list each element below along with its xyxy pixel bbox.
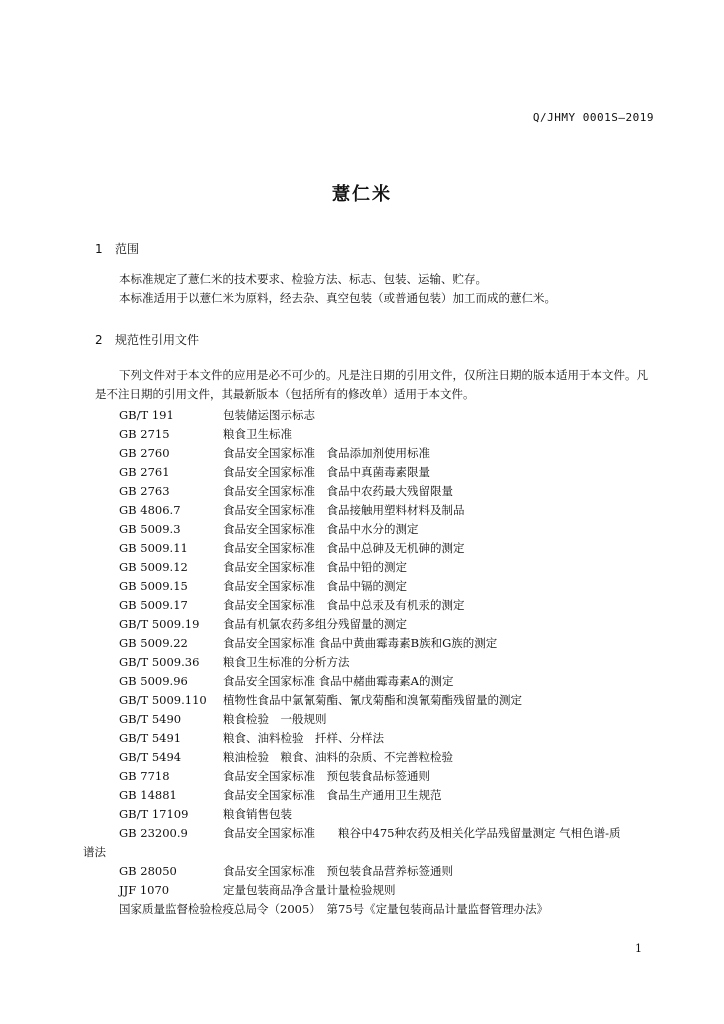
reference-code: GB/T 5494 <box>119 750 182 764</box>
reference-title-line1: 食品安全国家标准 粮谷中475种农药及相关化学品残留量测定 气相色谱-质 <box>223 826 621 840</box>
references-intro: 下列文件对于本文件的应用是必不可少的。凡是注日期的引用文件，仅所注日期的版本适用于本文件。凡是不注日期的引用文件，其最新版本（包括所有的修改单）适用于本文件。 <box>95 368 648 401</box>
reference-code: GB 7718 <box>119 769 170 783</box>
reference-title: 食品安全国家标准 食品添加剂使用标准 <box>223 446 430 460</box>
reference-item <box>95 444 657 463</box>
document-title: 薏仁米 <box>332 184 392 205</box>
reference-title: 食品安全国家标准 食品中农药最大残留限量 <box>223 484 453 498</box>
reference-item <box>95 615 657 634</box>
reference-item <box>95 862 657 881</box>
reference-title: 食品安全国家标准 食品中铅的测定 <box>223 560 407 574</box>
reference-code: GB 5009.96 <box>119 674 188 688</box>
reference-item <box>95 729 657 748</box>
reference-code: GB 5009.11 <box>119 541 188 555</box>
reference-code: GB 5009.22 <box>119 636 188 650</box>
reference-item <box>95 691 657 710</box>
reference-item <box>95 634 657 653</box>
reference-title: 食品安全国家标准 食品生产通用卫生规范 <box>223 788 442 802</box>
reference-title: 粮食检验 一般规则 <box>223 712 327 726</box>
reference-item <box>95 577 657 596</box>
reference-title-line2: 谱法 <box>83 845 106 859</box>
reference-item <box>95 767 657 786</box>
reference-title: 食品安全国家标准 食品中黄曲霉毒素B族和G族的测定 <box>223 636 498 650</box>
reference-code: GB 2763 <box>119 484 170 498</box>
reference-code: GB 5009.17 <box>119 598 188 612</box>
reference-item <box>95 501 657 520</box>
reference-code: GB 5009.15 <box>119 579 188 593</box>
reference-title: 粮食卫生标准 <box>223 427 292 441</box>
reference-title: 包装储运图示标志 <box>223 408 315 422</box>
reference-item <box>95 558 657 577</box>
reference-code: GB/T 5490 <box>119 712 182 726</box>
reference-item <box>95 463 657 482</box>
reference-title: 食品安全国家标准 食品中水分的测定 <box>223 522 419 536</box>
reference-code: GB 4806.7 <box>119 503 181 517</box>
reference-item <box>95 748 657 767</box>
reference-title: 粮油检验 粮食、油料的杂质、不完善粒检验 <box>223 750 453 764</box>
reference-code: GB/T 191 <box>119 408 174 422</box>
reference-item <box>95 672 657 691</box>
law-reference: 国家质量监督检验检疫总局令（2005） 第75号《定量包装商品计量监督管理办法》 <box>119 902 549 916</box>
reference-code: GB 5009.3 <box>119 522 181 536</box>
reference-item <box>95 425 657 444</box>
reference-item <box>95 710 657 729</box>
reference-code: GB/T 5009.36 <box>119 655 200 669</box>
reference-item <box>95 805 657 824</box>
reference-title: 食品安全国家标准 食品中镉的测定 <box>223 579 407 593</box>
reference-code: GB 2715 <box>119 427 170 441</box>
reference-title: 植物性食品中氯氰菊酯、氰戊菊酯和溴氰菊酯残留量的测定 <box>223 693 522 707</box>
reference-item <box>95 406 657 425</box>
reference-title: 食品安全国家标准 预包装食品标签通则 <box>223 769 430 783</box>
reference-title: 粮食销售包装 <box>223 807 292 821</box>
reference-code: GB 2760 <box>119 446 170 460</box>
reference-item <box>95 482 657 501</box>
scope-paragraph-1: 本标准规定了薏仁米的技术要求、检验方法、标志、包装、运输、贮存。 <box>119 272 487 286</box>
reference-title: 食品有机氯农药多组分残留量的测定 <box>223 617 407 631</box>
reference-item-wrapped <box>83 824 657 862</box>
reference-code: GB 14881 <box>119 788 177 802</box>
reference-title: 食品安全国家标准 食品接触用塑料材料及制品 <box>223 503 465 517</box>
reference-code: GB/T 5009.19 <box>119 617 200 631</box>
reference-code: GB 23200.9 <box>119 826 188 840</box>
reference-list <box>83 406 657 919</box>
reference-code: GB/T 5491 <box>119 731 182 745</box>
reference-item <box>95 520 657 539</box>
scope-paragraph-2: 本标准适用于以薏仁米为原料，经去杂、真空包装（或普通包装）加工而成的薏仁米。 <box>119 291 556 305</box>
page-number: 1 <box>635 942 642 955</box>
reference-code: GB 2761 <box>119 465 170 479</box>
section-number: 1 <box>95 242 103 256</box>
reference-code: JJF 1070 <box>119 883 170 897</box>
reference-title: 食品安全国家标准 预包装食品营养标签通则 <box>223 864 453 878</box>
reference-title: 粮食卫生标准的分析方法 <box>223 655 350 669</box>
section-heading-scope <box>95 240 139 257</box>
section-title: 范围 <box>115 242 140 256</box>
reference-title: 食品安全国家标准 食品中赭曲霉毒素A的测定 <box>223 674 454 688</box>
reference-title: 食品安全国家标准 食品中总砷及无机砷的测定 <box>223 541 465 555</box>
reference-item <box>95 596 657 615</box>
reference-item <box>95 539 657 558</box>
reference-title: 食品安全国家标准 食品中真菌毒素限量 <box>223 465 430 479</box>
reference-code: GB/T 17109 <box>119 807 189 821</box>
reference-code: GB 5009.12 <box>119 560 188 574</box>
section-title: 规范性引用文件 <box>115 333 200 347</box>
reference-item <box>95 881 657 900</box>
reference-title: 粮食、油料检验 扦样、分样法 <box>223 731 384 745</box>
reference-code: GB 28050 <box>119 864 177 878</box>
reference-item <box>95 653 657 672</box>
reference-title: 定量包装商品净含量计量检验规则 <box>223 883 396 897</box>
reference-item <box>95 786 657 805</box>
section-number: 2 <box>95 333 103 347</box>
section-heading-normative-references <box>95 331 199 348</box>
document-code: Q/JHMY 0001S—2019 <box>532 111 654 124</box>
reference-code: GB/T 5009.110 <box>119 693 207 707</box>
reference-title: 食品安全国家标准 食品中总汞及有机汞的测定 <box>223 598 465 612</box>
